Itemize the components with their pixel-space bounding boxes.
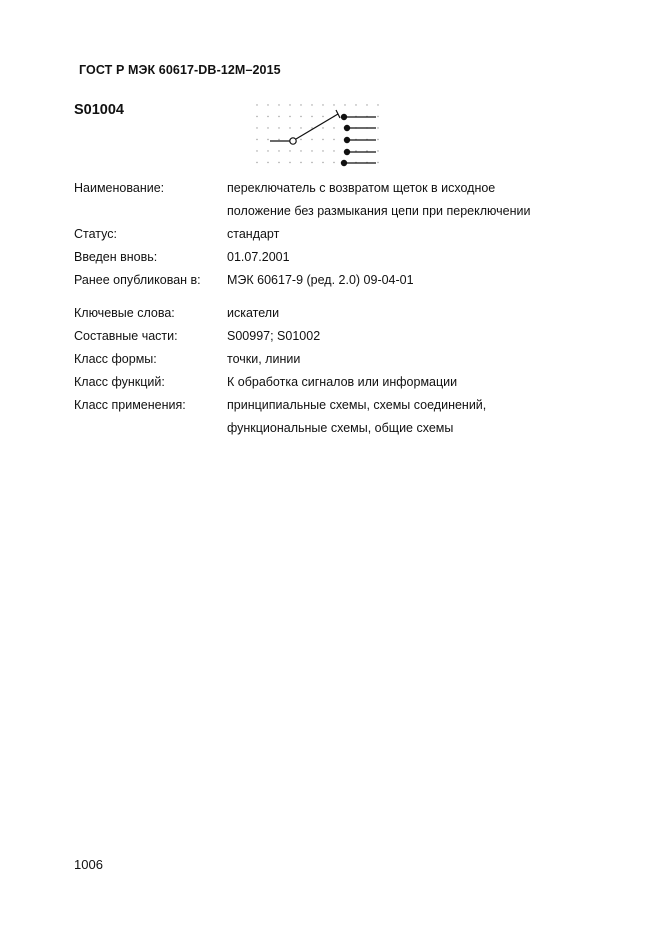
grid-dot bbox=[311, 116, 312, 117]
grid-dot bbox=[311, 162, 312, 163]
field-application-class-label: Класс применения: bbox=[74, 398, 186, 412]
grid-dot bbox=[377, 116, 378, 117]
wiper-arm bbox=[296, 114, 338, 139]
grid-dot bbox=[289, 162, 290, 163]
grid-dot bbox=[377, 127, 378, 128]
grid-dot bbox=[278, 150, 279, 151]
field-function-class-value: К обработка сигналов или информации bbox=[227, 375, 458, 389]
document-header-title: ГОСТ Р МЭК 60617-DB-12M–2015 bbox=[79, 63, 281, 77]
grid-dot bbox=[267, 116, 268, 117]
grid-dot bbox=[256, 162, 257, 163]
grid-dot bbox=[333, 127, 334, 128]
grid-dot bbox=[256, 127, 257, 128]
grid-dot bbox=[289, 104, 290, 105]
field-keywords-label: Ключевые слова: bbox=[74, 306, 175, 320]
field-application-class-line-2: функциональные схемы, общие схемы bbox=[227, 421, 454, 435]
grid-dot bbox=[256, 116, 257, 117]
grid-dot bbox=[333, 139, 334, 140]
field-name-value bbox=[227, 177, 567, 223]
grid-dot bbox=[256, 150, 257, 151]
field-name-line-2: положение без размыкания цепи при переключении bbox=[227, 204, 531, 218]
grid-dot bbox=[322, 150, 323, 151]
grid-dot bbox=[300, 162, 301, 163]
field-components-value: S00997; S01002 bbox=[227, 329, 321, 343]
grid-dot bbox=[344, 104, 345, 105]
field-published-value: МЭК 60617-9 (ред. 2.0) 09-04-01 bbox=[227, 273, 414, 287]
grid-dots bbox=[256, 104, 378, 163]
pivot-contact bbox=[290, 138, 296, 144]
grid-dot bbox=[300, 104, 301, 105]
field-form-class-label: Класс формы: bbox=[74, 352, 157, 366]
field-form-class-value: точки, линии bbox=[227, 352, 301, 366]
grid-dot bbox=[300, 116, 301, 117]
field-application-class-value bbox=[227, 394, 567, 440]
grid-dot bbox=[289, 150, 290, 151]
grid-dot bbox=[289, 116, 290, 117]
grid-dot bbox=[300, 139, 301, 140]
field-name-line-1: переключатель с возвратом щеток в исходное bbox=[227, 181, 496, 195]
field-components-label: Составные части: bbox=[74, 329, 178, 343]
grid-dot bbox=[377, 162, 378, 163]
field-function-class-label: Класс функций: bbox=[74, 375, 165, 389]
grid-dot bbox=[300, 150, 301, 151]
grid-dot bbox=[355, 104, 356, 105]
grid-dot bbox=[333, 150, 334, 151]
grid-dot bbox=[267, 127, 268, 128]
grid-dot bbox=[278, 116, 279, 117]
grid-dot bbox=[278, 139, 279, 140]
grid-dot bbox=[278, 104, 279, 105]
grid-dot bbox=[267, 104, 268, 105]
grid-dot bbox=[366, 104, 367, 105]
grid-dot bbox=[278, 162, 279, 163]
grid-dot bbox=[322, 104, 323, 105]
field-status-label: Статус: bbox=[74, 227, 117, 241]
page-number: 1006 bbox=[74, 857, 103, 872]
output-contacts bbox=[341, 114, 376, 165]
wiper-tip bbox=[336, 110, 340, 118]
grid-dot bbox=[278, 127, 279, 128]
grid-dot bbox=[267, 139, 268, 140]
grid-dot bbox=[289, 127, 290, 128]
grid-dot bbox=[256, 104, 257, 105]
field-application-class-line-1: принципиальные схемы, схемы соединений, bbox=[227, 398, 487, 412]
field-introduced-label: Введен вновь: bbox=[74, 250, 158, 264]
symbol-code: S01004 bbox=[74, 102, 124, 118]
field-published-label: Ранее опубликован в: bbox=[74, 273, 201, 287]
grid-dot bbox=[322, 127, 323, 128]
grid-dot bbox=[322, 162, 323, 163]
grid-dot bbox=[267, 162, 268, 163]
field-keywords-value: искатели bbox=[227, 306, 280, 320]
field-introduced-value: 01.07.2001 bbox=[227, 250, 290, 264]
grid-dot bbox=[256, 139, 257, 140]
grid-dot bbox=[377, 150, 378, 151]
grid-dot bbox=[300, 127, 301, 128]
switch-symbol-figure bbox=[252, 100, 392, 172]
grid-dot bbox=[333, 104, 334, 105]
grid-dot bbox=[377, 104, 378, 105]
grid-dot bbox=[311, 139, 312, 140]
field-status-value: стандарт bbox=[227, 227, 280, 241]
grid-dot bbox=[322, 116, 323, 117]
grid-dot bbox=[377, 139, 378, 140]
grid-dot bbox=[267, 150, 268, 151]
grid-dot bbox=[311, 150, 312, 151]
field-name-label: Наименование: bbox=[74, 181, 165, 195]
grid-dot bbox=[311, 104, 312, 105]
grid-dot bbox=[322, 139, 323, 140]
grid-dot bbox=[333, 162, 334, 163]
